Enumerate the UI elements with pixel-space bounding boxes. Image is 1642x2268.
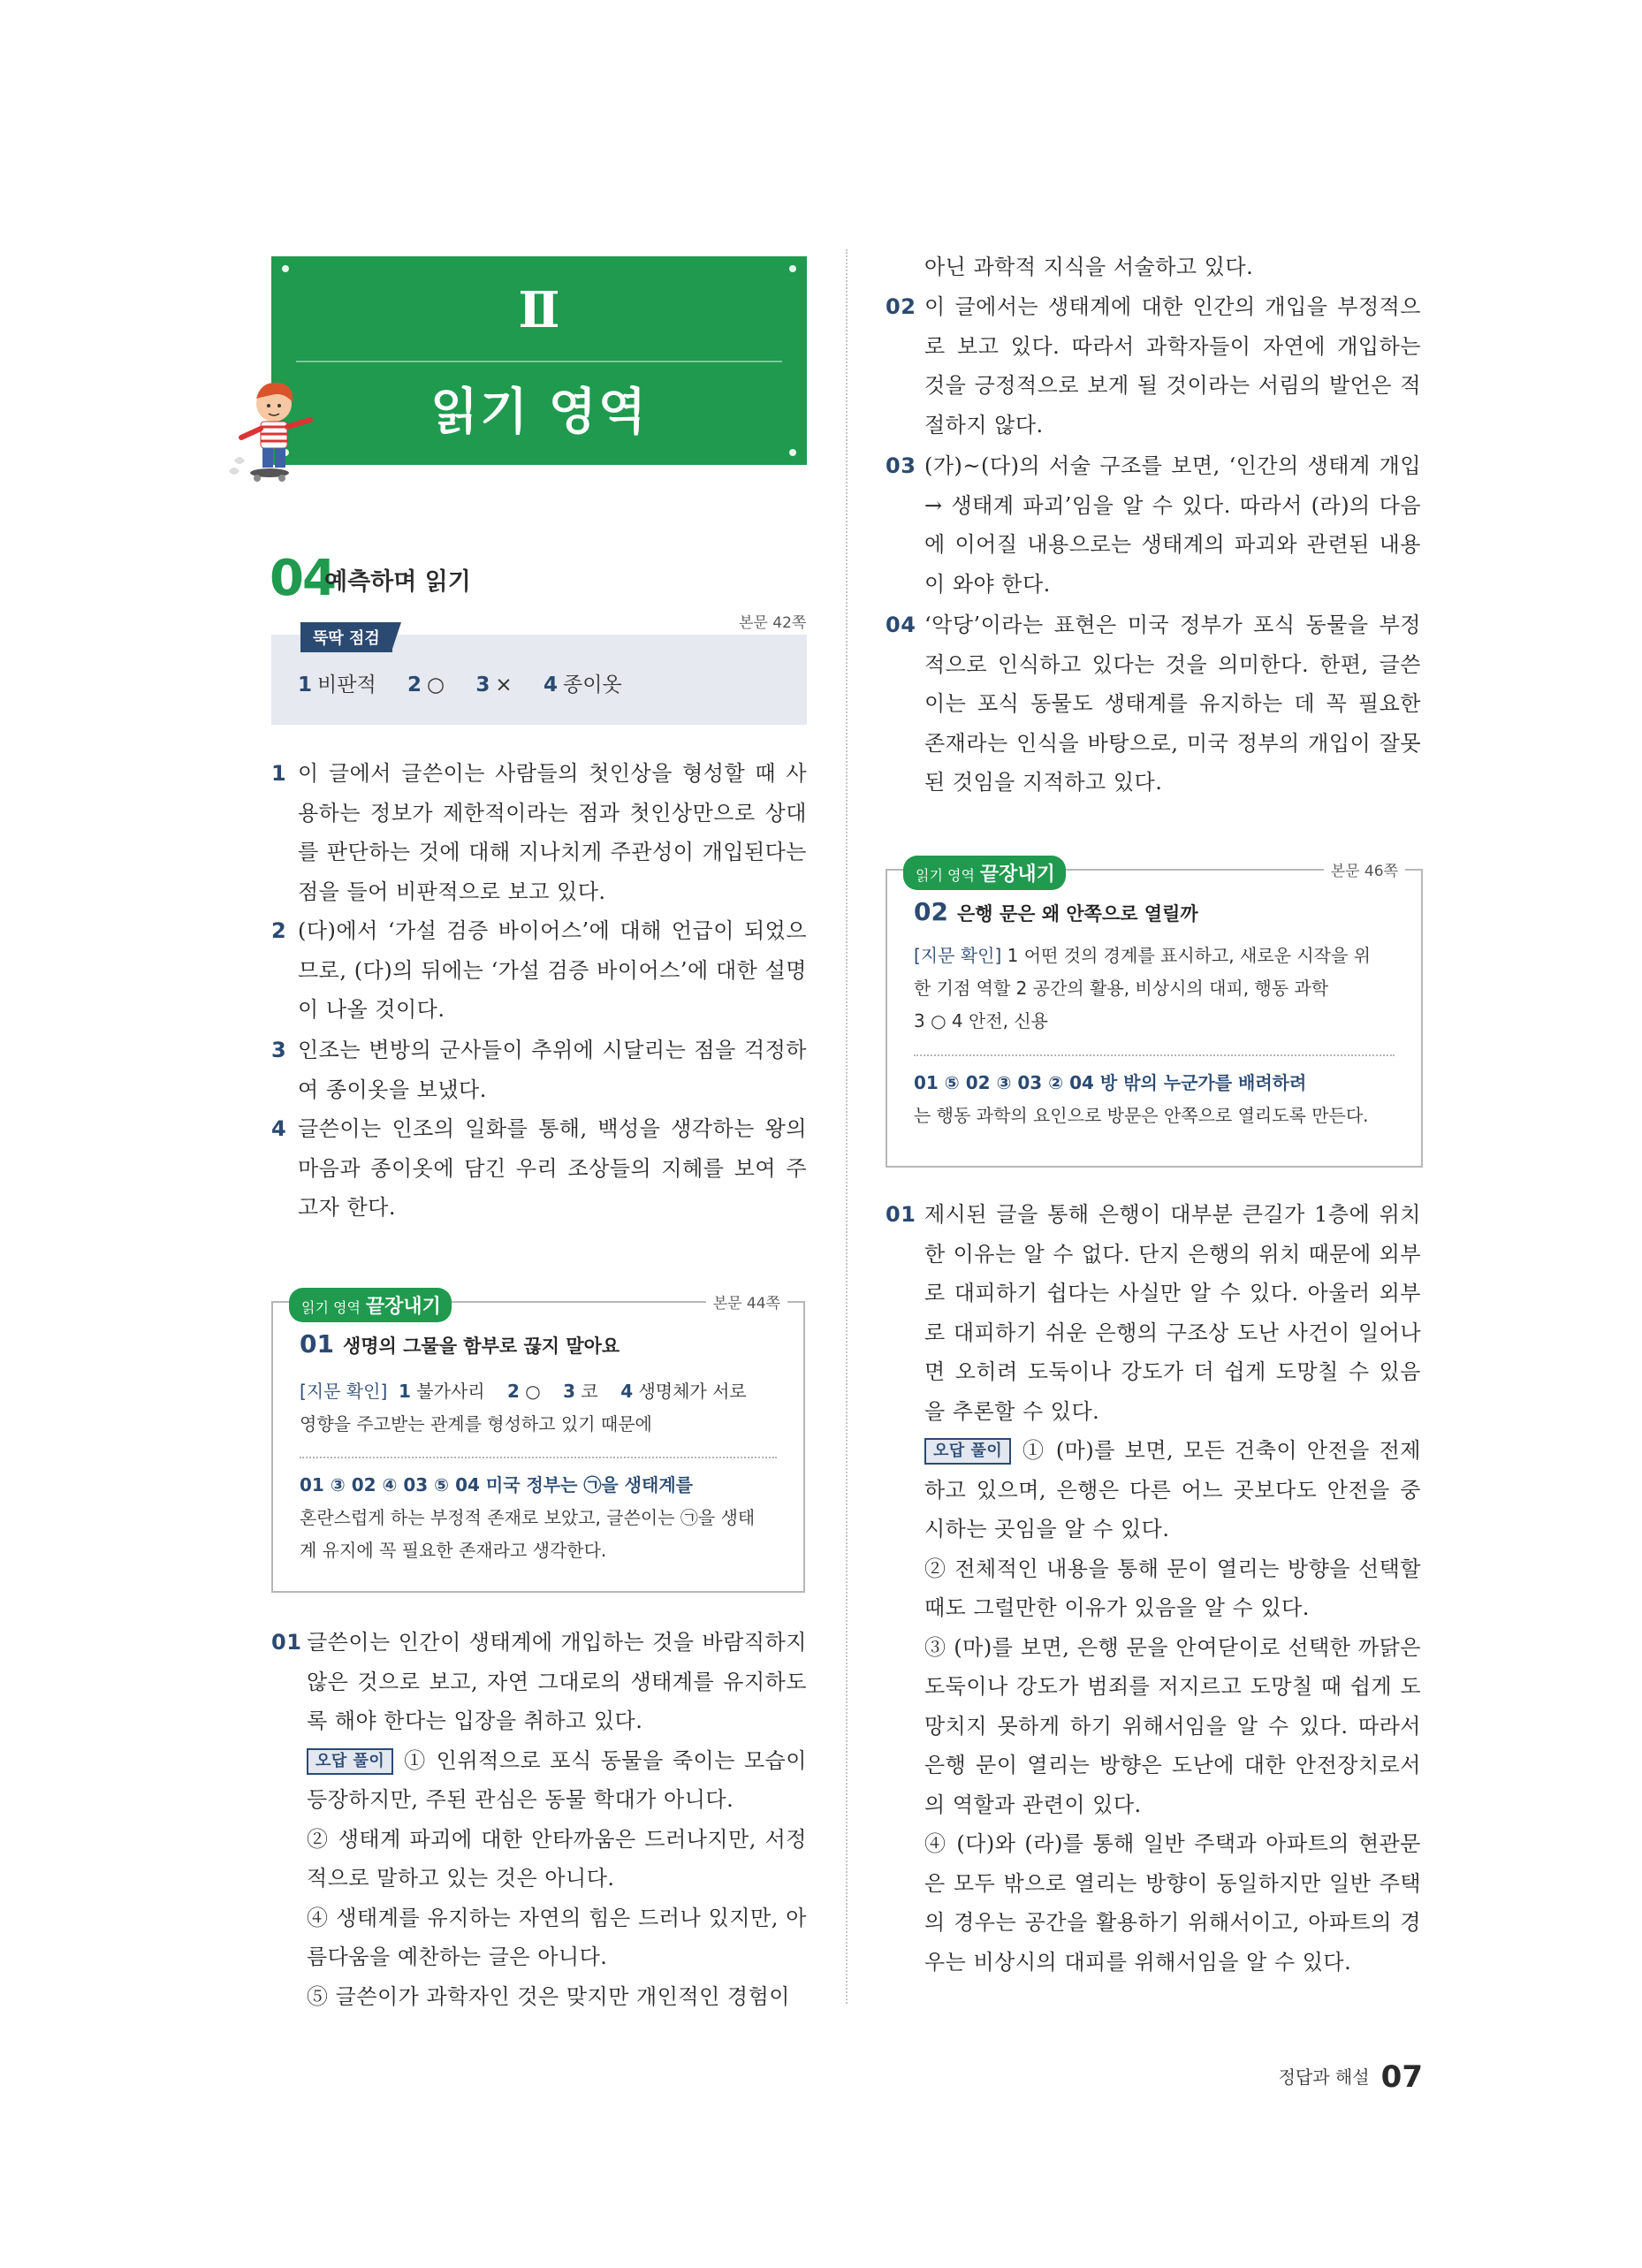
answer-2 <box>271 911 807 1030</box>
answer-number: 2 <box>271 918 287 943</box>
wrong-answer-note: ④ (다)와 (라)를 통해 일반 주택과 아파트의 현관문은 모두 밖으로 열리는 방향이 동일하지만 일반 주택의 경우는 공간을 활용하기 위해서이고, 아파트의 경우는 비상시의 대피를 위해서임을 알 수 있다. <box>924 1831 1421 1975</box>
answer-number: 01 <box>886 1202 916 1227</box>
wrong-answer-note: ③ (마)를 보면, 은행 문을 안여닫이로 선택한 까닭은 도둑이나 강도가 범죄를 저지르고 도망칠 때 쉽게 도망치지 못하게 하기 위해서임을 알 수 있다. 따라서 은행 문이 열리는 방향은 도난에 대한 안전장치로서의 역할과 관련이 있다. <box>924 1634 1421 1817</box>
explanation-text: (가)~(다)의 서술 구조를 보면, ‘인간의 생태계 개입 → 생태계 파괴’임을 알 수 있다. 따라서 (라)의 다음에 이어질 내용으로는 생태계의 파괴와 관련된 내용이 와야 한다. <box>924 453 1421 597</box>
wrong-answer-note: ⑤ 글쓴이가 과학자인 것은 맞지만 개인적인 경험이 <box>307 1983 790 2009</box>
final-review-box <box>271 1295 805 1593</box>
explanation-01b <box>886 1195 1421 1982</box>
skateboard-kid-illustration <box>225 376 323 491</box>
answer-3 <box>271 1031 807 1109</box>
wrong-answer-note: 오답 풀이 ① 인위적으로 포식 동물을 죽이는 모습이 등장하지만, 주된 관심은 동물 학대가 아니다. <box>307 1747 807 1812</box>
explanation-text: 이 글에서는 생태계에 대한 인간의 개입을 부정적으로 보고 있다. 따라서 과학자들이 자연에 개입하는 것을 긍정적으로 보게 될 것이라는 서림의 발언은 적절하지 않다. <box>924 294 1421 438</box>
banner-divider <box>296 361 782 362</box>
column-divider <box>846 249 848 2004</box>
answer-number: 01 <box>271 1630 302 1655</box>
page-reference: 본문 46쪽 <box>1324 858 1405 880</box>
unit-title: 예측하며 읽기 <box>324 568 471 596</box>
explanation-text: ‘악당’이라는 표현은 미국 정부가 포식 동물을 부정적으로 인식하고 있다는 것을 의미한다. 한편, 글쓴이는 포식 동물도 생태계를 유지하는 데 꼭 필요한 존재라는 인식을 바탕으로, 미국 정부의 개입이 잘못된 것임을 지적하고 있다. <box>924 613 1421 795</box>
passage-check: [지문 확인] 1 어떤 것의 경계를 표시하고, 새로운 시작을 위 한 기점 역할 2 공간의 활용, 비상시의 대피, 행동 과학 3 ○ 4 안전, 신용 <box>914 945 1371 1031</box>
passage-check: [지문 확인] 1 불가사리 2 ○ 3 코 4 생명체가 서로 영향을 주고받는 관계를 형성하고 있기 때문에 <box>300 1381 747 1435</box>
banner-rivet <box>789 265 796 272</box>
dotted-divider <box>300 1457 777 1458</box>
page-reference: 본문 44쪽 <box>706 1290 787 1313</box>
answer-text: 글쓴이는 인조의 일화를 통해, 백성을 생각하는 왕의 마음과 종이옷에 담긴 우리 조상들의 지혜를 보여 주고자 한다. <box>298 1116 807 1220</box>
answer-text: 인조는 변방의 군사들이 추위에 시달리는 점을 걱정하여 종이옷을 보냈다. <box>298 1038 807 1102</box>
chapter-title: 읽기 영역 <box>430 384 648 441</box>
explanation-text: 제시된 글을 통해 은행이 대부분 큰길가 1층에 위치한 이유는 알 수 없다. 단지 은행의 위치 때문에 외부로 대피하기 쉽다는 사실만 알 수 있다. 아울러 외부로 대피하기 쉬운 은행의 구조상 도난 사건이 일어나면 오히려 도둑이나 강도가 더 쉽게 도망칠 수 있음을 추론할 수 있다. <box>924 1202 1421 1424</box>
wrong-answer-note: 오답 풀이 ① (마)를 보면, 모든 건축이 안전을 전제하고 있으며, 은행은 다른 어느 곳보다도 안전을 중시하는 곳임을 알 수 있다. <box>924 1438 1421 1541</box>
quick-check-answers <box>298 668 647 697</box>
quick-check-item: 4 종이옷 <box>544 674 622 696</box>
explanation-02 <box>886 287 1421 445</box>
answer-text: 이 글에서 글쓴이는 사람들의 첫인상을 형성할 때 사용하는 정보가 제한적이라는 점과 첫인상만으로 상대를 판단하는 것에 대해 지나치게 주관성이 개입된다는 점을 들어 비판적으로 보고 있다. <box>298 761 807 904</box>
explanation-04 <box>886 605 1421 803</box>
explanation-01 <box>271 1623 807 2016</box>
answer-1 <box>271 754 807 911</box>
explanation-text: 글쓴이는 인간이 생태계에 개입하는 것을 바람직하지 않은 것으로 보고, 자연 그대로의 생태계를 유지하도록 해야 한다는 입장을 취하고 있다. <box>307 1630 807 1733</box>
unit-number: 04 <box>270 550 335 607</box>
final-review-tag: 읽기 영역 끝장내기 <box>289 1288 452 1322</box>
page-reference: 본문 42쪽 <box>739 614 807 632</box>
answer-number: 3 <box>271 1038 287 1062</box>
quick-check-tab: 뚝딱 점검 <box>300 622 392 652</box>
answer-text: (다)에서 ‘가설 검증 바이어스’에 대해 언급이 되었으므로, (다)의 뒤에는 ‘가설 검증 바이어스’에 대한 설명이 나올 것이다. <box>298 918 807 1022</box>
dotted-divider <box>914 1054 1395 1056</box>
wrong-answer-note: ② 전체적인 내용을 통해 문이 열리는 방향을 선택할 때도 그럴만한 이유가 있음을 알 수 있다. <box>924 1556 1421 1620</box>
answer-number: 04 <box>886 613 916 637</box>
quick-check-item: 2 ○ <box>407 674 445 696</box>
passage-title: 01 생명의 그물을 함부로 끊지 말아요 <box>300 1329 620 1359</box>
answer-number: 02 <box>886 294 916 319</box>
continued-text: 아닌 과학적 지식을 서술하고 있다. <box>924 255 1254 279</box>
answer-4 <box>271 1109 807 1228</box>
wrong-answer-note: ④ 생태계를 유지하는 자연의 힘은 드러나 있지만, 아름다움을 예찬하는 글은 아니다. <box>307 1905 807 1969</box>
chapter-number: Ⅱ <box>518 281 560 339</box>
answer-key: 01 ⑤ 02 ③ 03 ② 04 방 밖의 누군가를 배려하려 는 행동 과학의 요인으로 방문은 안쪽으로 열리도록 만든다. <box>914 1072 1369 1126</box>
footer-label: 정답과 해설 <box>1278 2066 1370 2088</box>
wrong-answer-badge: 오답 풀이 <box>924 1438 1011 1465</box>
answer-key: 01 ③ 02 ④ 03 ⑤ 04 미국 정부는 ㉠을 생태계를 혼란스럽게 하는 부정적 존재로 보았고, 글쓴이는 ㉠을 생태 계 유지에 꼭 필요한 존재라고 생각한다. <box>300 1474 756 1561</box>
answer-number: 03 <box>886 453 916 478</box>
wrong-answer-note: ② 생태계 파괴에 대한 안타까움은 드러나지만, 서정적으로 말하고 있는 것은 아니다. <box>307 1826 807 1891</box>
quick-check-item: 1 비판적 <box>298 674 376 696</box>
banner-rivet <box>282 265 289 272</box>
final-review-tag: 읽기 영역 끝장내기 <box>903 856 1066 890</box>
unit-heading <box>270 550 471 607</box>
explanation-03 <box>886 446 1421 604</box>
chapter-banner <box>271 256 807 465</box>
page-footer <box>1279 2059 1423 2095</box>
quick-check-box <box>271 629 807 725</box>
wrong-answer-badge: 오답 풀이 <box>307 1748 393 1775</box>
quick-check-item: 3 × <box>475 674 513 696</box>
banner-rivet <box>789 449 796 456</box>
final-review-box <box>886 863 1423 1168</box>
page-number: 07 <box>1380 2059 1423 2095</box>
answer-number: 1 <box>271 761 287 786</box>
passage-title: 02 은행 문은 왜 안쪽으로 열릴까 <box>914 897 1198 926</box>
answer-number: 4 <box>271 1116 287 1141</box>
